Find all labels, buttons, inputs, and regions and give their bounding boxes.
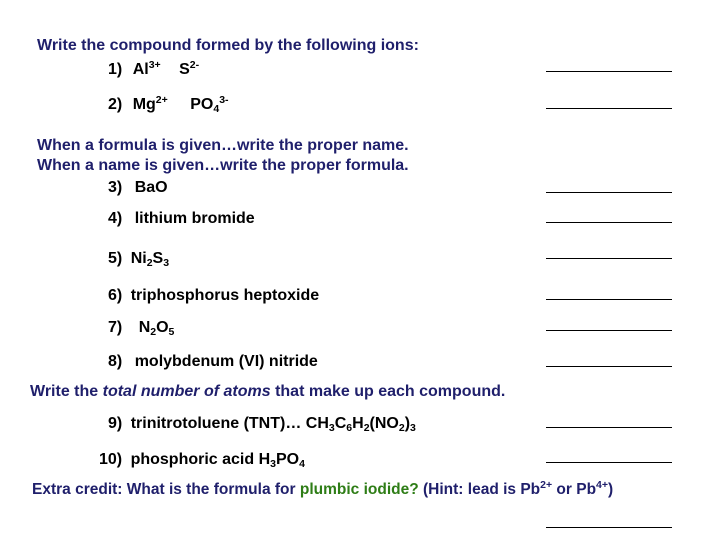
answer-line-extra[interactable] [546, 527, 672, 528]
question-7: 7) $N_2O_5$ [108, 319, 175, 338]
answer-line-2[interactable] [546, 108, 672, 109]
answer-line-3[interactable] [546, 192, 672, 193]
naming-heading-2: When a name is given…write the proper formula. [37, 157, 409, 174]
naming-heading-1: When a formula is given…write the proper name. [37, 137, 409, 154]
ion-aluminum: $Al^{3+}$ [132, 59, 161, 78]
question-5: 5) $Ni_2S_3$ [108, 250, 170, 269]
question-1 [108, 59, 200, 78]
answer-line-8[interactable] [546, 366, 672, 367]
question-6: 6) triphosphorus heptoxide [108, 287, 320, 304]
question-3: 3) BaO [108, 179, 168, 196]
question-8: 8) molybdenum (VI) nitride [108, 353, 318, 370]
atoms-heading: Write the total number of atoms that make up each compound. [30, 383, 506, 400]
answer-line-7[interactable] [546, 330, 672, 331]
question-10: 10) phosphoric acid $H_3PO_4$ [99, 451, 305, 470]
answer-line-6[interactable] [546, 299, 672, 300]
question-9: 9) trinitrotoluene (TNT)… $CH_3C_6H_2(NO_2)_3$ [108, 415, 416, 434]
ions-heading: Write the compound formed by the following ions: [37, 37, 419, 54]
question-number: 1) [108, 61, 123, 78]
ion-magnesium: $Mg^{2+}$ [132, 94, 168, 113]
answer-line-5[interactable] [546, 258, 672, 259]
plumbic-iodide: plumbic iodide? [299, 481, 419, 498]
ion-sulfide: $S^{2-}$ [179, 59, 200, 78]
answer-line-1[interactable] [546, 71, 672, 72]
answer-line-10[interactable] [546, 462, 672, 463]
question-number: 2) [108, 96, 123, 113]
answer-line-9[interactable] [546, 427, 672, 428]
extra-credit: Extra credit: What is the formula for plumbic iodide? (Hint: lead is $Pb^{2+}$ or $Pb^{4+}$) [32, 479, 614, 498]
answer-line-4[interactable] [546, 222, 672, 223]
question-4: 4) lithium bromide [108, 210, 255, 227]
question-2 [108, 94, 229, 115]
ion-phosphate: $PO_4^{3-}$ [190, 94, 229, 115]
